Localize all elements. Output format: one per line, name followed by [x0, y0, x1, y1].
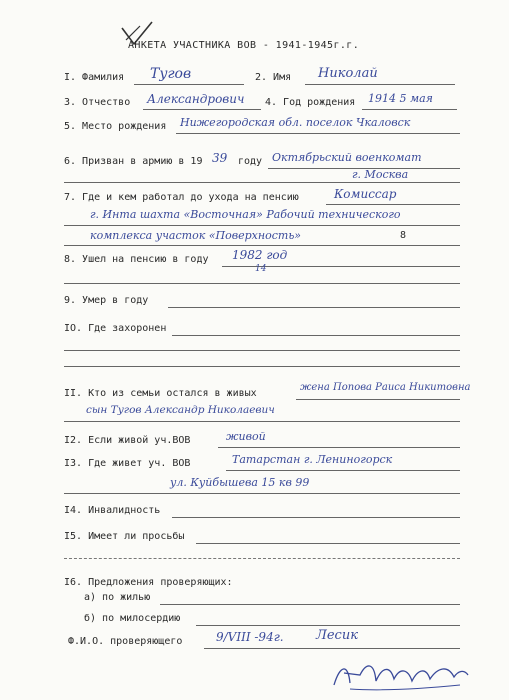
retired-line-2	[64, 283, 460, 284]
alive-value: живой	[226, 430, 266, 443]
conscripted-line-2	[64, 182, 460, 183]
surname-label: I. Фамилия	[64, 72, 125, 83]
requests-line	[196, 543, 460, 544]
retired-value-2: 14	[255, 264, 267, 274]
residence-value-2: ул. Куйбышева 15 кв 99	[170, 476, 310, 489]
housing-line	[160, 604, 460, 605]
birthplace-label: 5. Место рождения	[64, 121, 167, 132]
retired-label: 8. Ушел на пенсию в году	[64, 254, 209, 265]
requests-label: I5. Имеет ли просьбы	[64, 531, 185, 542]
name-label: 2. Имя	[255, 72, 292, 83]
work-extra: 8	[400, 230, 407, 241]
buried-line-2	[64, 350, 460, 351]
work-line-2	[64, 225, 460, 226]
work-label: 7. Где и кем работал до ухода на пенсию	[64, 192, 299, 203]
conscripted-label-2: году	[238, 156, 263, 167]
birthplace-value: Нижегородская обл. поселок Чкаловск	[180, 116, 411, 129]
inspector-line	[204, 648, 460, 649]
surname-line	[134, 84, 244, 85]
retired-value: 1982 год	[232, 248, 288, 262]
buried-label: IO. Где захоронен	[64, 323, 167, 334]
conscripted-year: 39	[212, 151, 228, 165]
work-value: Комиссар	[334, 187, 397, 201]
name-value: Николай	[318, 66, 378, 81]
family-line-2	[64, 421, 460, 422]
proposals-label: I6. Предложения проверяющих:	[64, 577, 233, 588]
surname-value: Тугов	[150, 66, 192, 82]
patronymic-line	[143, 109, 261, 110]
family-value-2: сын Тугов Александр Николаевич	[86, 404, 275, 416]
birth-year-line	[362, 109, 457, 110]
family-label: II. Кто из семьи остался в живых	[64, 388, 257, 399]
work-value-2: г. Инта шахта «Восточная» Рабочий технического	[90, 208, 401, 221]
conscripted-value: Октябрьский военкомат	[272, 151, 422, 164]
housing-label: а) по жилью	[84, 592, 151, 603]
alive-line	[218, 447, 460, 448]
died-line	[168, 307, 460, 308]
alive-label: I2. Если живой уч.ВОВ	[64, 435, 191, 446]
disability-label: I4. Инвалидность	[64, 505, 161, 516]
mercy-line	[196, 625, 460, 626]
birthplace-line	[176, 133, 460, 134]
work-line	[326, 204, 460, 205]
work-value-3: комплекса участок «Поверхность»	[90, 229, 302, 242]
patronymic-value: Александрович	[147, 92, 245, 106]
family-line	[296, 399, 460, 400]
signature-icon	[330, 655, 470, 695]
form-title: АНКЕТА УЧАСТНИКА ВОВ - 1941-1945г.г.	[128, 40, 360, 51]
requests-line-2	[64, 558, 460, 559]
inspector-date: 9/VIII -94г.	[216, 630, 284, 644]
buried-line	[172, 335, 460, 336]
conscripted-value-2: г. Москва	[352, 168, 409, 181]
family-value: жена Попова Раиса Никитовна	[300, 382, 471, 393]
mercy-label: б) по милосердию	[84, 613, 181, 624]
residence-label: I3. Где живет уч. ВОВ	[64, 458, 191, 469]
birth-year-value: 1914 5 мая	[368, 92, 433, 105]
died-label: 9. Умер в году	[64, 295, 149, 306]
work-line-3	[64, 245, 460, 246]
residence-line	[226, 470, 460, 471]
birth-year-label: 4. Год рождения	[265, 97, 356, 108]
residence-value: Татарстан г. Лениногорск	[232, 453, 393, 466]
residence-line-2	[64, 493, 460, 494]
buried-line-3	[64, 366, 460, 367]
inspector-label: Ф.И.О. проверяющего	[68, 636, 183, 647]
patronymic-label: 3. Отчество	[64, 97, 131, 108]
inspector-name: Лесик	[316, 628, 358, 643]
disability-line	[172, 517, 460, 518]
name-line	[305, 84, 455, 85]
conscripted-label: 6. Призван в армию в 19	[64, 156, 203, 167]
